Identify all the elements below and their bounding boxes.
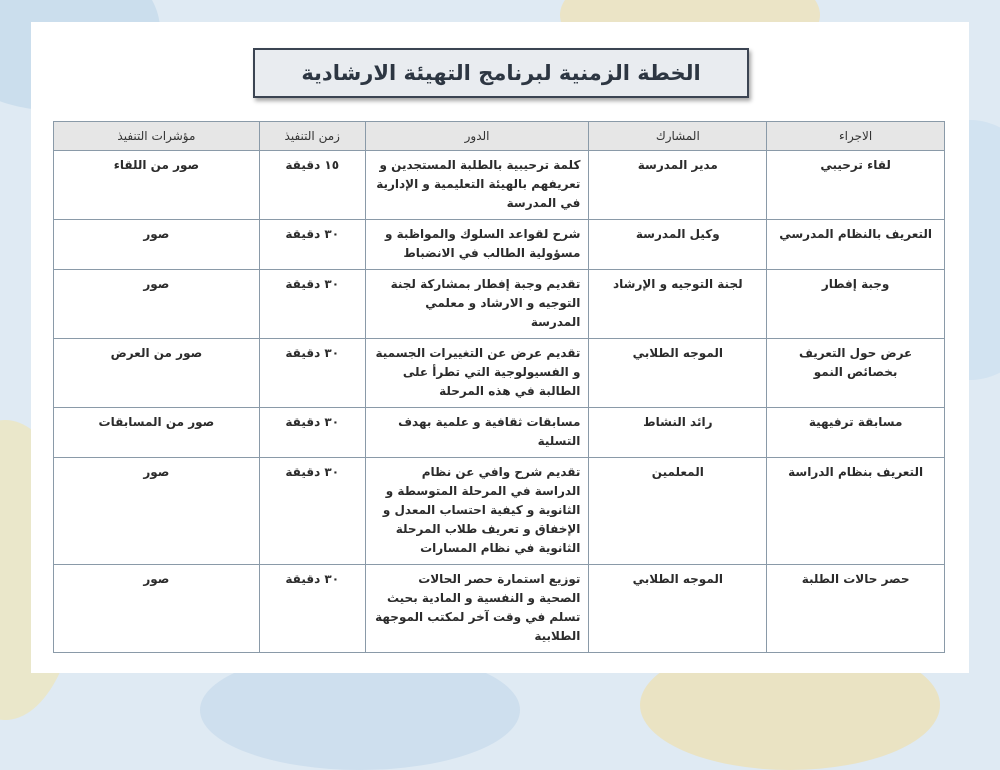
cell-indicators: صور — [54, 565, 260, 653]
table-row — [54, 339, 945, 408]
cell-action: حصر حالات الطلبة — [767, 565, 945, 653]
cell-duration: ٣٠ دقيقة — [259, 220, 365, 270]
header-action: الاجراء — [767, 122, 945, 151]
page-title: الخطة الزمنية لبرنامج التهيئة الارشادية — [301, 61, 701, 85]
cell-role: تقديم شرح وافي عن نظام الدراسة في المرحلة المتوسطة و الثانوية و كيفية احتساب المعدل و الإخفاق و تعريف طلاب المرحلة الثانوية في نظام المسارات — [365, 458, 589, 565]
cell-role: تقديم عرض عن التغييرات الجسمية و الفسيولوجية التي تطرأ على الطالبة في هذه المرحلة — [365, 339, 589, 408]
header-role: الدور — [365, 122, 589, 151]
schedule-table — [53, 121, 945, 653]
cell-duration: ٣٠ دقيقة — [259, 408, 365, 458]
cell-role: تقديم وجبة إفطار بمشاركة لجنة التوجيه و الارشاد و معلمي المدرسة — [365, 270, 589, 339]
cell-role: توزيع استمارة حصر الحالات الصحية و النفسية و المادية بحيث تسلم في وقت آخر لمكتب الموجهة الطلابية — [365, 565, 589, 653]
cell-action: لقاء ترحيبي — [767, 151, 945, 220]
cell-participant: رائد النشاط — [589, 408, 767, 458]
cell-participant: لجنة التوجيه و الإرشاد — [589, 270, 767, 339]
cell-indicators: صور من العرض — [54, 339, 260, 408]
table-row — [54, 270, 945, 339]
cell-duration: ٣٠ دقيقة — [259, 458, 365, 565]
table-header-row — [54, 122, 945, 151]
cell-participant: المعلمين — [589, 458, 767, 565]
cell-duration: ٣٠ دقيقة — [259, 565, 365, 653]
cell-action: التعريف بنظام الدراسة — [767, 458, 945, 565]
cell-duration: ٣٠ دقيقة — [259, 270, 365, 339]
document-sheet — [31, 22, 969, 673]
table-row — [54, 565, 945, 653]
cell-participant: مدير المدرسة — [589, 151, 767, 220]
cell-duration: ٣٠ دقيقة — [259, 339, 365, 408]
cell-participant: الموجه الطلابي — [589, 339, 767, 408]
header-participant: المشارك — [589, 122, 767, 151]
cell-role: كلمة ترحيبية بالطلبة المستجدين و تعريفهم بالهيئة التعليمية و الإدارية في المدرسة — [365, 151, 589, 220]
cell-action: التعريف بالنظام المدرسي — [767, 220, 945, 270]
title-box — [253, 48, 749, 98]
cell-indicators: صور — [54, 220, 260, 270]
cell-indicators: صور من المسابقات — [54, 408, 260, 458]
table-row — [54, 151, 945, 220]
table-row — [54, 408, 945, 458]
cell-duration: ١٥ دقيقة — [259, 151, 365, 220]
table-row — [54, 458, 945, 565]
header-indicators: مؤشرات التنفيذ — [54, 122, 260, 151]
cell-indicators: صور — [54, 270, 260, 339]
header-duration: زمن التنفيذ — [259, 122, 365, 151]
cell-indicators: صور من اللقاء — [54, 151, 260, 220]
cell-role: شرح لقواعد السلوك والمواظبة و مسؤولية الطالب في الانضباط — [365, 220, 589, 270]
cell-action: وجبة إفطار — [767, 270, 945, 339]
table-row — [54, 220, 945, 270]
cell-role: مسابقات ثقافية و علمية بهدف التسلية — [365, 408, 589, 458]
cell-action: عرض حول التعريف بخصائص النمو — [767, 339, 945, 408]
cell-indicators: صور — [54, 458, 260, 565]
cell-participant: الموجه الطلابي — [589, 565, 767, 653]
cell-participant: وكيل المدرسة — [589, 220, 767, 270]
cell-action: مسابقة ترفيهية — [767, 408, 945, 458]
